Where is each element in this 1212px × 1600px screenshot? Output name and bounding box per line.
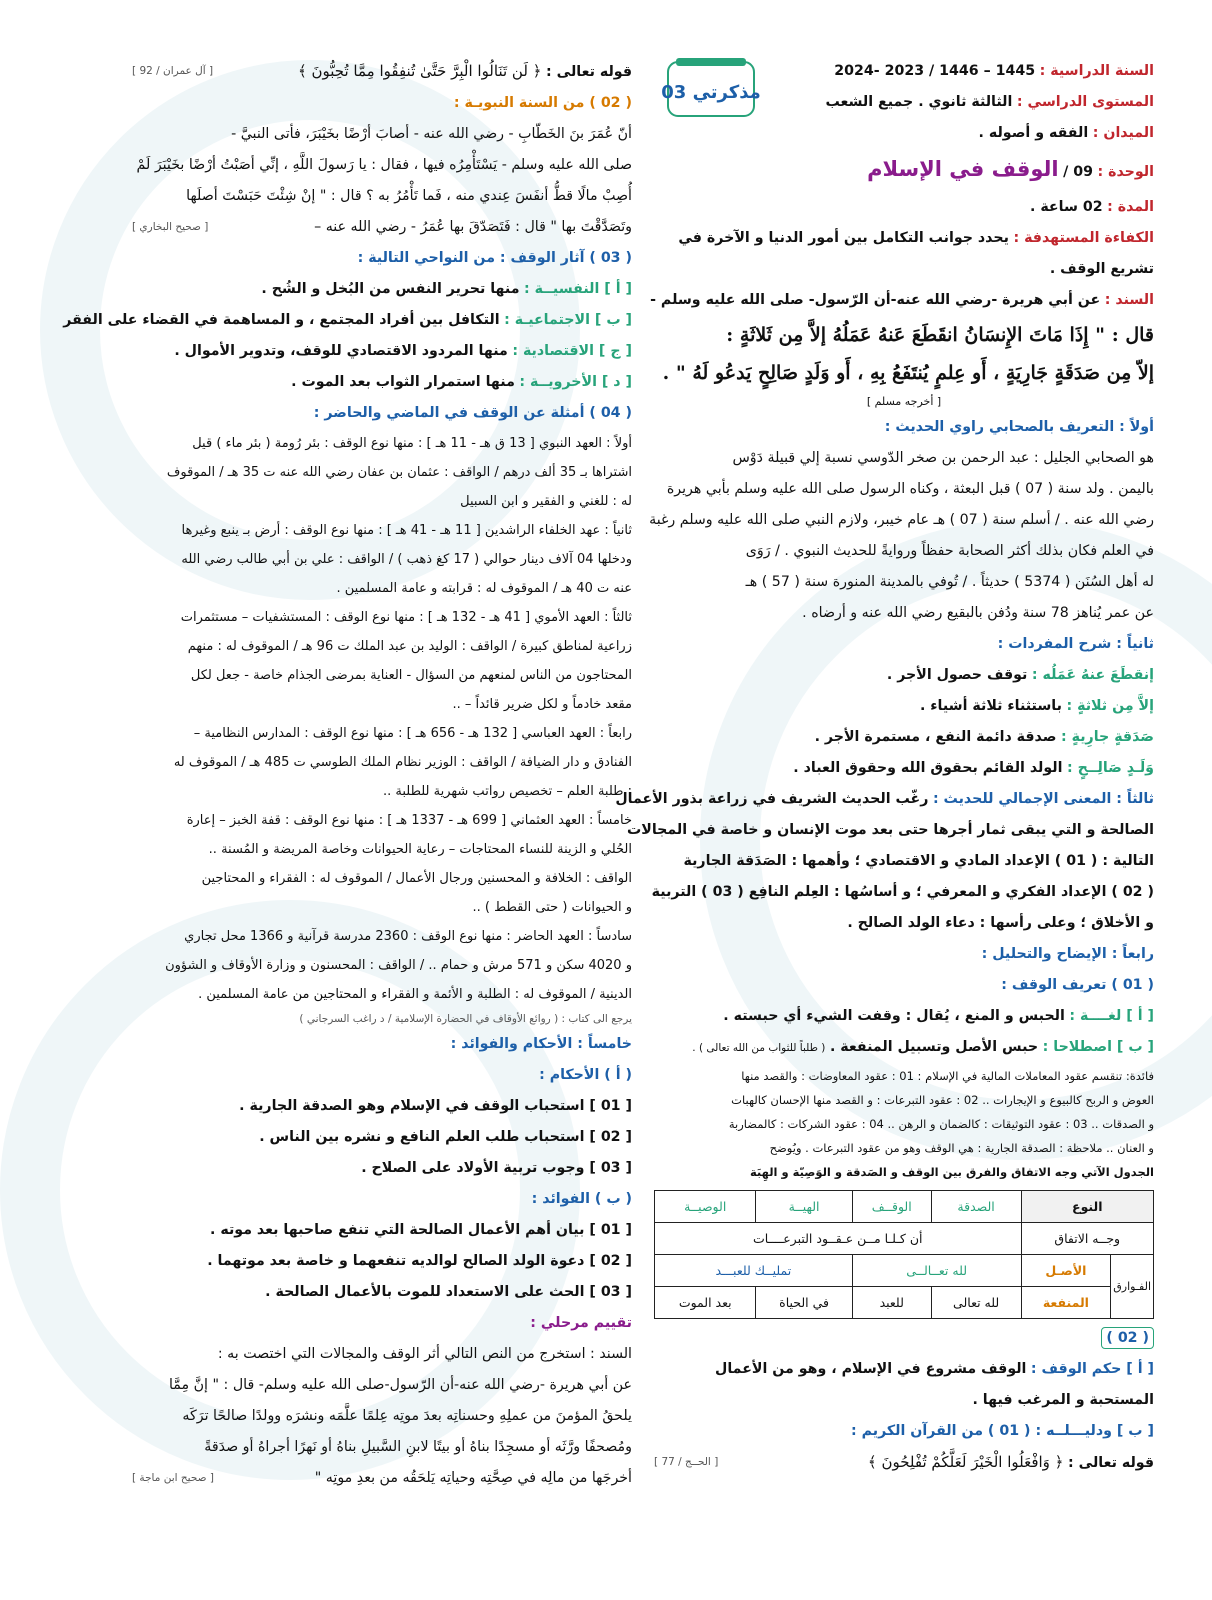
assessment-heading: تقييم مرحلي :: [530, 1315, 632, 1331]
sunnah-line: أنّ عُمَرَ بنَ الخَطّابِ - رضي الله عنه - أصابَ أرْضًا بخَيْبَرَ، فأتى النبيَّ -: [231, 126, 632, 142]
sanad-row: السند : عن أبي هريرة -رضي الله عنه-أن الرّسول- صلى الله عليه وسلم -: [650, 292, 1154, 308]
table-header-type: النوع: [1021, 1191, 1153, 1223]
meaning-line: التالية : ( 01 ) الإعداد المادي و الاقتصادي ؛ وأهمها : الصَدَقة الجارية: [683, 853, 1154, 869]
benefit-line: الجدول الآتي وجه الاتفاق والفرق بين الوقف و الصَدقة و الوَصِيّة و الهِبَة: [749, 1165, 1154, 1179]
effects-heading: ( 03 ) آثار الوقف : من النواحي التالية :: [357, 250, 632, 266]
table-header-col: الصدقة: [931, 1191, 1021, 1223]
companion-line: باليمن . ولد سنة ( 07 ) قبل البعثة ، وكناه الرسول صلى الله عليه وسلم بأبي هريرة: [666, 481, 1154, 497]
example-line: مقعد خادماً و لكل ضرير قائداً – ..: [452, 697, 632, 712]
table-agree-value: أن كـلـا مــن عـقــود التبرعــــات: [655, 1223, 1022, 1255]
companion-line: له أهل السُنَن ( 5374 ) حديثاً . / تُوفي بالمدينة المنورة سنة ( 57 ) هـ: [745, 574, 1154, 590]
example-line: أولاً : العهد النبوي [ 13 ق هـ - 11 هـ ] : منها نوع الوقف : بئر رُومة ( بئر ماء ) قيل: [192, 436, 632, 451]
example-line: الدينية / الموقوف له : الطلبة و الأئمة و الفقراء و المحتاجين من عامة المسلمين .: [198, 987, 632, 1002]
table-header-col: الوقــف: [852, 1191, 931, 1223]
hadith-line-1: قال : " إِذَا مَاتَ الإِنسَانُ انقَطَعَ عَنهُ عَمَلُهُ إلاَّ مِن ثَلاثَةٍ :: [726, 324, 1154, 346]
logo-text: مذكرتي 03: [661, 82, 761, 103]
assessment-line: عن أبي هريرة -رضي الله عنه-أن الرّسول-صلى الله عليه وسلم- قال : " إنَّ مِمَّا: [168, 1377, 632, 1393]
table-cell: لله تعالى: [931, 1287, 1021, 1319]
ahkam-item: [ 02 ] استحباب طلب العلم النافع و نشره بين الناس .: [259, 1129, 632, 1145]
assessment-line: السند : استخرج من النص التالي أثر الوقف والمجالات التي اختصت به :: [217, 1346, 632, 1362]
companion-heading: أولاً : التعريف بالصحابي راوي الحديث :: [884, 419, 1154, 435]
example-line: زراعية لمناطق كبيرة / الواقف : الوليد بن عبد الملك ت 96 هـ / الموقوف له : منهم: [187, 639, 632, 654]
example-line: الواقف : الخلافة و المحسنين ورجال الأعمال / الموقوف له : الفقراء و المحتاجين: [201, 871, 632, 886]
year-row: السنة الدراسية : 1445 – 1446 / 2023 -2024: [834, 63, 1154, 79]
examples-heading: ( 04 ) أمثلة عن الوقف في الماضي والحاضر :: [313, 405, 632, 421]
table-cell: لله تعــالــى: [852, 1255, 1021, 1287]
lang-def: [ أ ] لغــــة : الحبس و المنع ، يُقال : وقفت الشيء أي حبسته .: [723, 1008, 1154, 1024]
meaning-line: و الأخلاق ؛ وعلى رأسها : دعاء الولد الصالح .: [847, 915, 1154, 931]
vocab-heading: ثانياً : شرح المفردات :: [997, 636, 1154, 652]
example-line: ودخلها 04 آلاف دينار حوالي ( 17 كغ ذهب ) / الواقف : علي بن أبي طالب رضي الله: [181, 552, 632, 567]
hadith-line-2: إلاّ مِن صَدَقَةٍ جَارِيَةٍ ، أَو عِلمٍ يُنتَفَعُ بِهِ ، أَو وَلَدٍ صَالِحٍ يَدعُو لَهُ " .: [662, 362, 1154, 384]
effect-item: [ ج ] الاقتصادية : منها المردود الاقتصادي للوقف، وتدوير الأموال .: [174, 343, 632, 359]
example-line: عنه ت 40 هـ / الموقوف له : قرابته و عامة المسلمين .: [336, 581, 632, 596]
ahkam-item: [ 01 ] استحباب الوقف في الإسلام وهو الصدقة الجارية .: [239, 1098, 632, 1114]
assessment-line: ومُصحفًا ورَّثَه أو مسجِدًا بناهُ أو بيتًا لابنِ السَّبيلِ بناهُ أو نَهرًا أجراهُ أو صدَقةً: [204, 1439, 632, 1455]
vocab-item: إنقطَعَ عنهُ عَمَلُه : توقف حصول الأجر .: [886, 667, 1154, 683]
assessment-line: أخرجَها من مالِه في صِحَّتِه وحياتِه يَلحَقُه من بعدِ موتِه " [ صحيح ابن ماجة ]: [132, 1470, 632, 1486]
benefit-line: العوض و الربح كالبيوع و الإيجارات .. 02 : عقود التبرعات : و القصد منها الإحسان كالهبات: [731, 1093, 1154, 1107]
example-line: الحُلي و الزينة للنساء المحتاجات – رعاية الحيوانات وخاصة المريضة و المُسنة ..: [208, 842, 632, 857]
example-line: و الحيوانات ( حتى القطط ) ..: [472, 900, 632, 915]
example-line: : طلبة العلم – تخصيص رواتب شهرية للطلبة ..: [383, 784, 632, 799]
term-def: [ ب ] اصطلاحا : حبس الأصل وتسبيل المنفعة . ( طلباً للثواب من الله تعالى ) .: [692, 1039, 1154, 1055]
ruling-num: ( 02 ): [654, 1323, 1154, 1354]
example-line: اشتراها بـ 35 ألف درهم / الواقف : عثمان بن عفان رضي الله عنه ت 35 هـ / الموقوف: [166, 465, 632, 480]
definition-heading: ( 01 ) تعريف الوقف :: [1001, 977, 1154, 993]
table-benefit-label: المنفعة: [1021, 1287, 1111, 1319]
effect-item: [ د ] الأخرويــة : منها استمرار الثواب بعد الموت .: [291, 374, 632, 390]
unit-row: الوحدة : 09 / الوقف في الإسلام: [867, 157, 1154, 181]
table-header-col: الهيــة: [756, 1191, 852, 1223]
example-line: المحتاجون من الناس لمنعهم من السؤال - العناية بمرضى الجذام خاصة - جعل لكل: [190, 668, 632, 683]
fawaid-heading: ( ب ) الفوائد :: [531, 1191, 632, 1207]
table-cell: تمليــك للعبـــد: [655, 1255, 853, 1287]
ruling-b: [ ب ] ودليـــلــه : ( 01 ) من القرآن الكريم :: [851, 1423, 1154, 1439]
sunnah-line: صلى الله عليه وسلم - يَسْتَأْمِرُه فيها ، فقال : يا رَسولَ اللَّهِ ، إنِّي أصَبْتُ أرْضًا بخَيْبَرَ لَمْ: [136, 157, 632, 173]
vocab-item: وَلَـدٍ صَالِــحٍ : الولد القائم بحقوق الله وحقوق العباد .: [793, 760, 1154, 776]
competency-row: الكفاءة المستهدفة : يحدد جوانب التكامل بين أمور الدنيا و الآخرة في تشريع الوقف .: [678, 230, 1154, 277]
reference-line: يرجع الى كتاب : ( روائع الأوقاف في الحضارة الإسلامية / د راغب السرجاني ): [299, 1013, 632, 1025]
table-agree-label: وجــه الاتفاق: [1021, 1223, 1153, 1255]
companion-line: عن عمر يُناهز 78 سنة ودُفن بالبقيع رضي الله عنه و أرضاه .: [802, 605, 1154, 621]
right-column: [615, 56, 1154, 1479]
example-line: سادساً : العهد الحاضر : منها نوع الوقف : 2360 مدرسة قرآنية و 1366 محل تجاري: [184, 929, 632, 944]
example-line: خامساً : العهد العثماني [ 699 هـ - 1337 هـ ] : منها نوع الوقف : قفة الخبز – إعارة: [186, 813, 632, 828]
companion-line: رضي الله عنه . / أسلم سنة ( 07 ) هـ عام خيبر، ولازم النبي صلى الله عليه وسلم رغبة: [649, 512, 1154, 528]
unit-title: الوقف في الإسلام: [867, 157, 1059, 181]
benefit-line: و العنان .. ملاحظة : الصدقة الجارية : هي الوقف وهو من عقود التبرعات . ويُوضح: [769, 1141, 1154, 1155]
table-cell: في الحياة: [756, 1287, 852, 1319]
ahkam-heading: ( أ ) الأحكام :: [539, 1067, 632, 1083]
comparison-table: [654, 1190, 1154, 1319]
sunnah-line: أُصِبْ مالًا قطُّ أنفَسَ عِندي منه ، فَما تَأْمُرُ به ؟ قال : " إنْ شِئْتَ حَبَسْتَ أصلَها: [186, 188, 632, 204]
table-origin-label: الأصـل: [1021, 1255, 1111, 1287]
hadith-source: [ أخرجه مسلم ]: [866, 395, 942, 408]
table-cell: للعبد: [852, 1287, 931, 1319]
table-header-col: الوصيــة: [655, 1191, 756, 1223]
meaning-line: الصالحة و التي يبقى ثمار أجرها حتى بعد موت الإنسان و خاصة في المجالات: [627, 822, 1154, 838]
duration-row: المدة : 02 ساعة .: [1030, 199, 1154, 215]
meaning-row: ثالثاً : المعنى الإجمالي للحديث : رغّب الحديث الشريف في زراعة بذور الأعمال: [615, 791, 1154, 807]
benefit-line: فائدة: تنقسم عقود المعاملات المالية في الإسلام : 01 : عقود المعاوضات : والقصد منها: [741, 1069, 1154, 1083]
table-cell: بعد الموت: [655, 1287, 756, 1319]
example-line: و 4020 سكن و 571 مرش و حمام .. / الواقف : المحسنون و وزارة الأوقاف و الشؤون: [165, 958, 632, 973]
left-column: [63, 56, 632, 1494]
example-line: له : للغني و الفقير و ابن السبيل: [460, 494, 632, 509]
effect-item: [ أ ] النفسيــة : منها تحرير النفس من البُخل و الشُح .: [261, 281, 632, 297]
example-line: رابعاً : العهد العباسي [ 132 هـ - 656 هـ ] : منها نوع الوقف : المدارس النظامية –: [193, 726, 632, 741]
fawaid-item: [ 02 ] دعوة الولد الصالح لوالديه تنفعهما و خاصة بعد موتهما .: [207, 1253, 632, 1269]
companion-line: هو الصحابي الجليل : عبد الرحمن بن صخر الدّوسي نسبة إلي قبيلة دَوْس: [732, 450, 1154, 466]
verse2-row: قوله تعالى : ﴿ لَن تَنَالُوا الْبِرَّ حَتَّىٰ تُنفِقُوا مِمَّا تُحِبُّونَ ﴾ [ آل عمران / 92 ]: [132, 62, 632, 80]
table-diff-label: الفـوارق: [1111, 1255, 1154, 1319]
level-row: المستوى الدراسي : الثالثة ثانوي . جميع الشعب: [825, 94, 1154, 110]
sunnah-heading: ( 02 ) من السنة النبويـة :: [453, 95, 632, 111]
rulings-heading: خامساً : الأحكام والفوائد :: [450, 1036, 632, 1052]
example-line: ثانياً : عهد الخلفاء الراشدين [ 11 هـ - 41 هـ ] : منها نوع الوقف : أرض بـ ينبع وغيرها: [181, 523, 632, 538]
example-line: ثالثاً : العهد الأموي [ 41 هـ - 132 هـ ] : منها نوع الوقف : المستشفيات – مستثمرات: [180, 610, 632, 625]
companion-line: في العلم فكان بذلك أكثر الصحابة حفظاً وروايةً للحديث النبوي . / رَوَى: [745, 543, 1154, 559]
ruling-a: [ أ ] حكم الوقف : الوقف مشروع في الإسلام ، وهو من الأعمال المستحبة و المرغب فيها .: [715, 1361, 1154, 1408]
example-line: الفنادق و دار الضيافة / الواقف : الوزير نظام الملك الطوسي ت 485 هـ / الموقوف له: [173, 755, 632, 770]
ahkam-item: [ 03 ] وجوب تربية الأولاد على الصلاح .: [361, 1160, 632, 1176]
analysis-heading: رابعاً : الإيضاح والتحليل :: [981, 946, 1154, 962]
fawaid-item: [ 03 ] الحث على الاستعداد للموت بالأعمال الصالحة .: [265, 1284, 632, 1300]
effect-item: [ ب ] الاجتماعيـة : التكافل بين أفراد المجتمع ، و المساهمة في القضاء على الفقر: [63, 312, 632, 328]
fawaid-item: [ 01 ] بيان أهم الأعمال الصالحة التي تنفع صاحبها بعد موته .: [210, 1222, 632, 1238]
meaning-line: ( 02 ) الإعداد الفكري و المعرفي ؛ و أساسُها : العِلم النافِع ( 03 ) التربية: [651, 884, 1154, 900]
vocab-item: صَدَقةٍ جارِيةٍ : صدقة دائمة النفع ، مستمرة الأجر .: [814, 729, 1154, 745]
assessment-line: يلحقُ المؤمنَ من عملِهِ وحسناتِه بعدَ موتِه عِلمًا علَّمَه ونشرَه وولدًا صالحًا ترَكَه: [182, 1408, 632, 1424]
verse-row: قوله تعالى : ﴿ وَافْعَلُوا الْخَيْرَ لَعَلَّكُمْ تُفْلِحُونَ ﴾ [ الحــج / 77 ]: [654, 1453, 1154, 1471]
sunnah-line: وتَصَدَّقْتَ بها " قال : فَتَصَدّقَ بها عُمَرُ - رضي الله عنه – [ صحيح البخاري ]: [132, 219, 632, 235]
field-row: الميدان : الفقه و أصوله .: [978, 125, 1154, 141]
vocab-item: إلاَّ مِن ثلاثةٍ : باستثناء ثلاثة أشياء .: [919, 698, 1154, 714]
benefit-line: و الصدقات .. 03 : عقود التوثيقات : كالضمان و الرهن .. 04 : عقود الشركات : كالمضاربة: [728, 1117, 1154, 1131]
